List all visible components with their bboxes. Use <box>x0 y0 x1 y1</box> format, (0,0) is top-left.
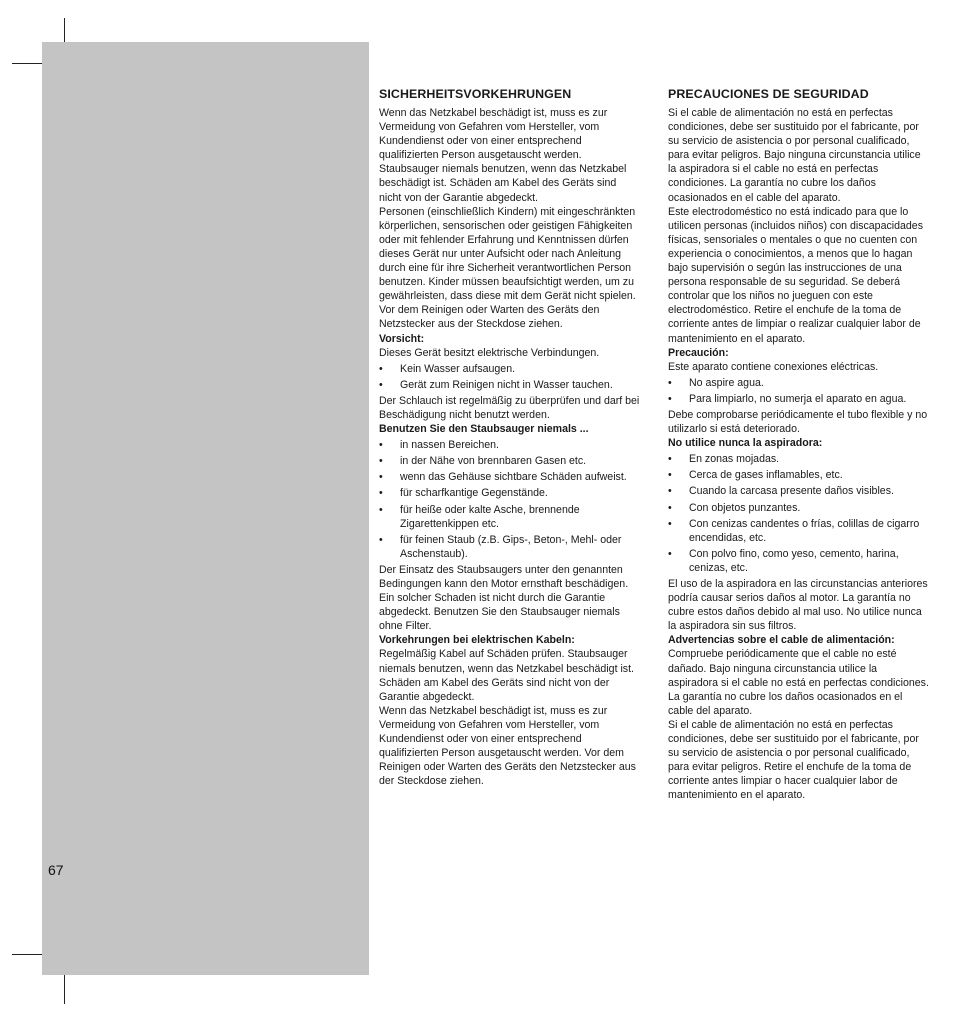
list-item: • Para limpiarlo, no sumerja el aparato en agua. <box>668 392 930 406</box>
german-heading: SICHERHEITSVORKEHRUNGEN <box>379 87 572 101</box>
spanish-caution-title: Precaución: <box>668 346 729 359</box>
spanish-supervision-paragraph: Este electrodoméstico no está indicado para que lo utilicen personas (incluidos niños) con discapacidades físicas, sensoriales o mentales o que no cuenten con experiencia o conocimientos, a menos que lo hagan bajo supervisión o según las instrucciones de una persona responsable de su seguridad. Se deberá controlar que los niños no jueguen con este electrodoméstico. Retire el enchufe de la toma de corriente antes de limpiar o realizar cualquier labor de mantenimiento en el aparato. <box>668 205 923 345</box>
page-number: 67 <box>48 862 64 878</box>
spanish-intro-paragraph: Si el cable de alimentación no está en perfectas condiciones, debe ser sustituido por el fabricante, por su servicio de asistencia o por personal cualificado, para evitar peligros. Bajo ninguna circunstancia utilice la aspiradora si el cable no está en perfectas condiciones. La garantía no cubre los daños ocasionados en el cable del aparato. <box>668 107 921 204</box>
spanish-cable-text: Compruebe periódicamente que el cable no esté dañado. Bajo ninguna circunstancia utilice la aspiradora si el cable no está en perfectas condiciones. La garantía no cubre los daños ocasionados en el cable del aparato. <box>668 648 929 717</box>
list-item: • wenn das Gehäuse sichtbare Schäden aufweist. <box>379 470 641 484</box>
spanish-never-title: No utilice nunca la aspiradora: <box>668 437 823 450</box>
german-caution-text: Dieses Gerät besitzt elektrische Verbindungen. <box>379 346 600 359</box>
list-item: • Kein Wasser aufsaugen. <box>379 362 641 376</box>
german-cable-text: Regelmäßig Kabel auf Schäden prüfen. Staubsauger niemals benutzen, wenn das Netzkabel beschädigt ist. Schäden am Kabel des Geräts sind nicht von der Garantie abgedeckt. <box>379 648 634 703</box>
spanish-caution-text: Este aparato contiene conexiones eléctricas. <box>668 360 879 373</box>
german-cable-replacement-text: Wenn das Netzkabel beschädigt ist, muss es zur Vermeidung von Gefahren vom Hersteller, vom Kundendienst oder von einer entsprechend qualifizierten Person ausgetauscht werden. Vor dem Reinigen oder Warten des Geräts den Netzstecker aus der Steckdose ziehen. <box>379 704 636 788</box>
german-column <box>379 86 641 788</box>
list-item: • für scharfkantige Gegenstände. <box>379 486 641 500</box>
list-item: • Cerca de gases inflamables, etc. <box>668 468 930 482</box>
spanish-caution-list <box>668 376 930 406</box>
list-item: • Cuando la carcasa presente daños visibles. <box>668 484 930 498</box>
spanish-cable-replacement-text: Si el cable de alimentación no está en perfectas condiciones, debe ser sustituido por el fabricante, por su servicio de asistencia o por personal cualificado, para evitar peligros. Retire el enchufe de la toma de corriente antes limpiar o hacer cualquier labor de mantenimiento en el aparato. <box>668 718 919 802</box>
spanish-hose-text: Debe comprobarse periódicamente el tubo flexible y no utilizarlo si está deteriorado. <box>668 408 928 436</box>
german-never-after-text: Der Einsatz des Staubsaugers unter den genannten Bedingungen kann den Motor ernsthaft beschädigen. Ein solcher Schaden ist nicht durch die Garantie abgedeckt. Benutzen Sie den Staubsauger niemals ohne Filter. <box>379 563 629 633</box>
list-item: • Con cenizas candentes o frías, colillas de cigarro encendidas, etc. <box>668 517 930 545</box>
german-caution-title: Vorsicht: <box>379 332 425 345</box>
spanish-never-list <box>668 452 930 575</box>
list-item: • No aspire agua. <box>668 376 930 390</box>
german-cable-title: Vorkehrungen bei elektrischen Kabeln: <box>379 634 575 647</box>
list-item: • Gerät zum Reinigen nicht in Wasser tauchen. <box>379 378 641 392</box>
german-never-title: Benutzen Sie den Staubsauger niemals ... <box>379 423 589 436</box>
list-item: • Con objetos punzantes. <box>668 501 930 515</box>
german-hose-text: Der Schlauch ist regelmäßig zu überprüfen und darf bei Beschädigung nicht benutzt werden. <box>379 394 640 421</box>
german-caution-list <box>379 362 641 392</box>
list-item: • En zonas mojadas. <box>668 452 930 466</box>
spanish-column <box>668 86 930 803</box>
german-intro-paragraph: Wenn das Netzkabel beschädigt ist, muss es zur Vermeidung von Gefahren vom Hersteller, vom Kundendienst oder von einer entsprechend qualifizierten Person ausgetauscht werden. Staubsauger niemals benutzen, wenn das Netzkabel beschädigt ist. Schäden am Kabel des Geräts sind nicht von der Garantie abgedeckt. <box>379 107 627 204</box>
list-item: • für feinen Staub (z.B. Gips-, Beton-, Mehl- oder Aschenstaub). <box>379 533 641 561</box>
spanish-heading: PRECAUCIONES DE SEGURIDAD <box>668 87 869 101</box>
list-item: • für heiße oder kalte Asche, brennende Zigarettenkippen etc. <box>379 503 641 531</box>
german-supervision-paragraph: Personen (einschließlich Kindern) mit eingeschränkten körperlichen, sensorischen oder geistigen Fähigkeiten oder mit fehlender Erfahrung und Kenntnissen dürfen dieses Gerät nur unter Aufsicht oder nach Anleitung durch eine für ihre Sicherheit verantwortlichen Person benutzen. Kinder müssen beaufsichtigt werden, um zu gewährleisten, dass diese mit dem Gerät nicht spielen. Vor dem Reinigen oder Warten des Geräts den Netzstecker aus der Steckdose ziehen. <box>379 205 636 331</box>
grey-margin-panel <box>42 42 369 975</box>
spanish-cable-title: Advertencias sobre el cable de alimentación: <box>668 634 895 647</box>
list-item: • Con polvo fino, como yeso, cemento, harina, cenizas, etc. <box>668 547 930 575</box>
german-never-list <box>379 438 641 561</box>
spanish-never-after-text: El uso de la aspiradora en las circunstancias anteriores podría causar serios daños al motor. La garantía no cubre estos daños debido al mal uso. No utilice nunca la aspiradora sin sus filtros. <box>668 578 928 633</box>
list-item: • in nassen Bereichen. <box>379 438 641 452</box>
list-item: • in der Nähe von brennbaren Gasen etc. <box>379 454 641 468</box>
